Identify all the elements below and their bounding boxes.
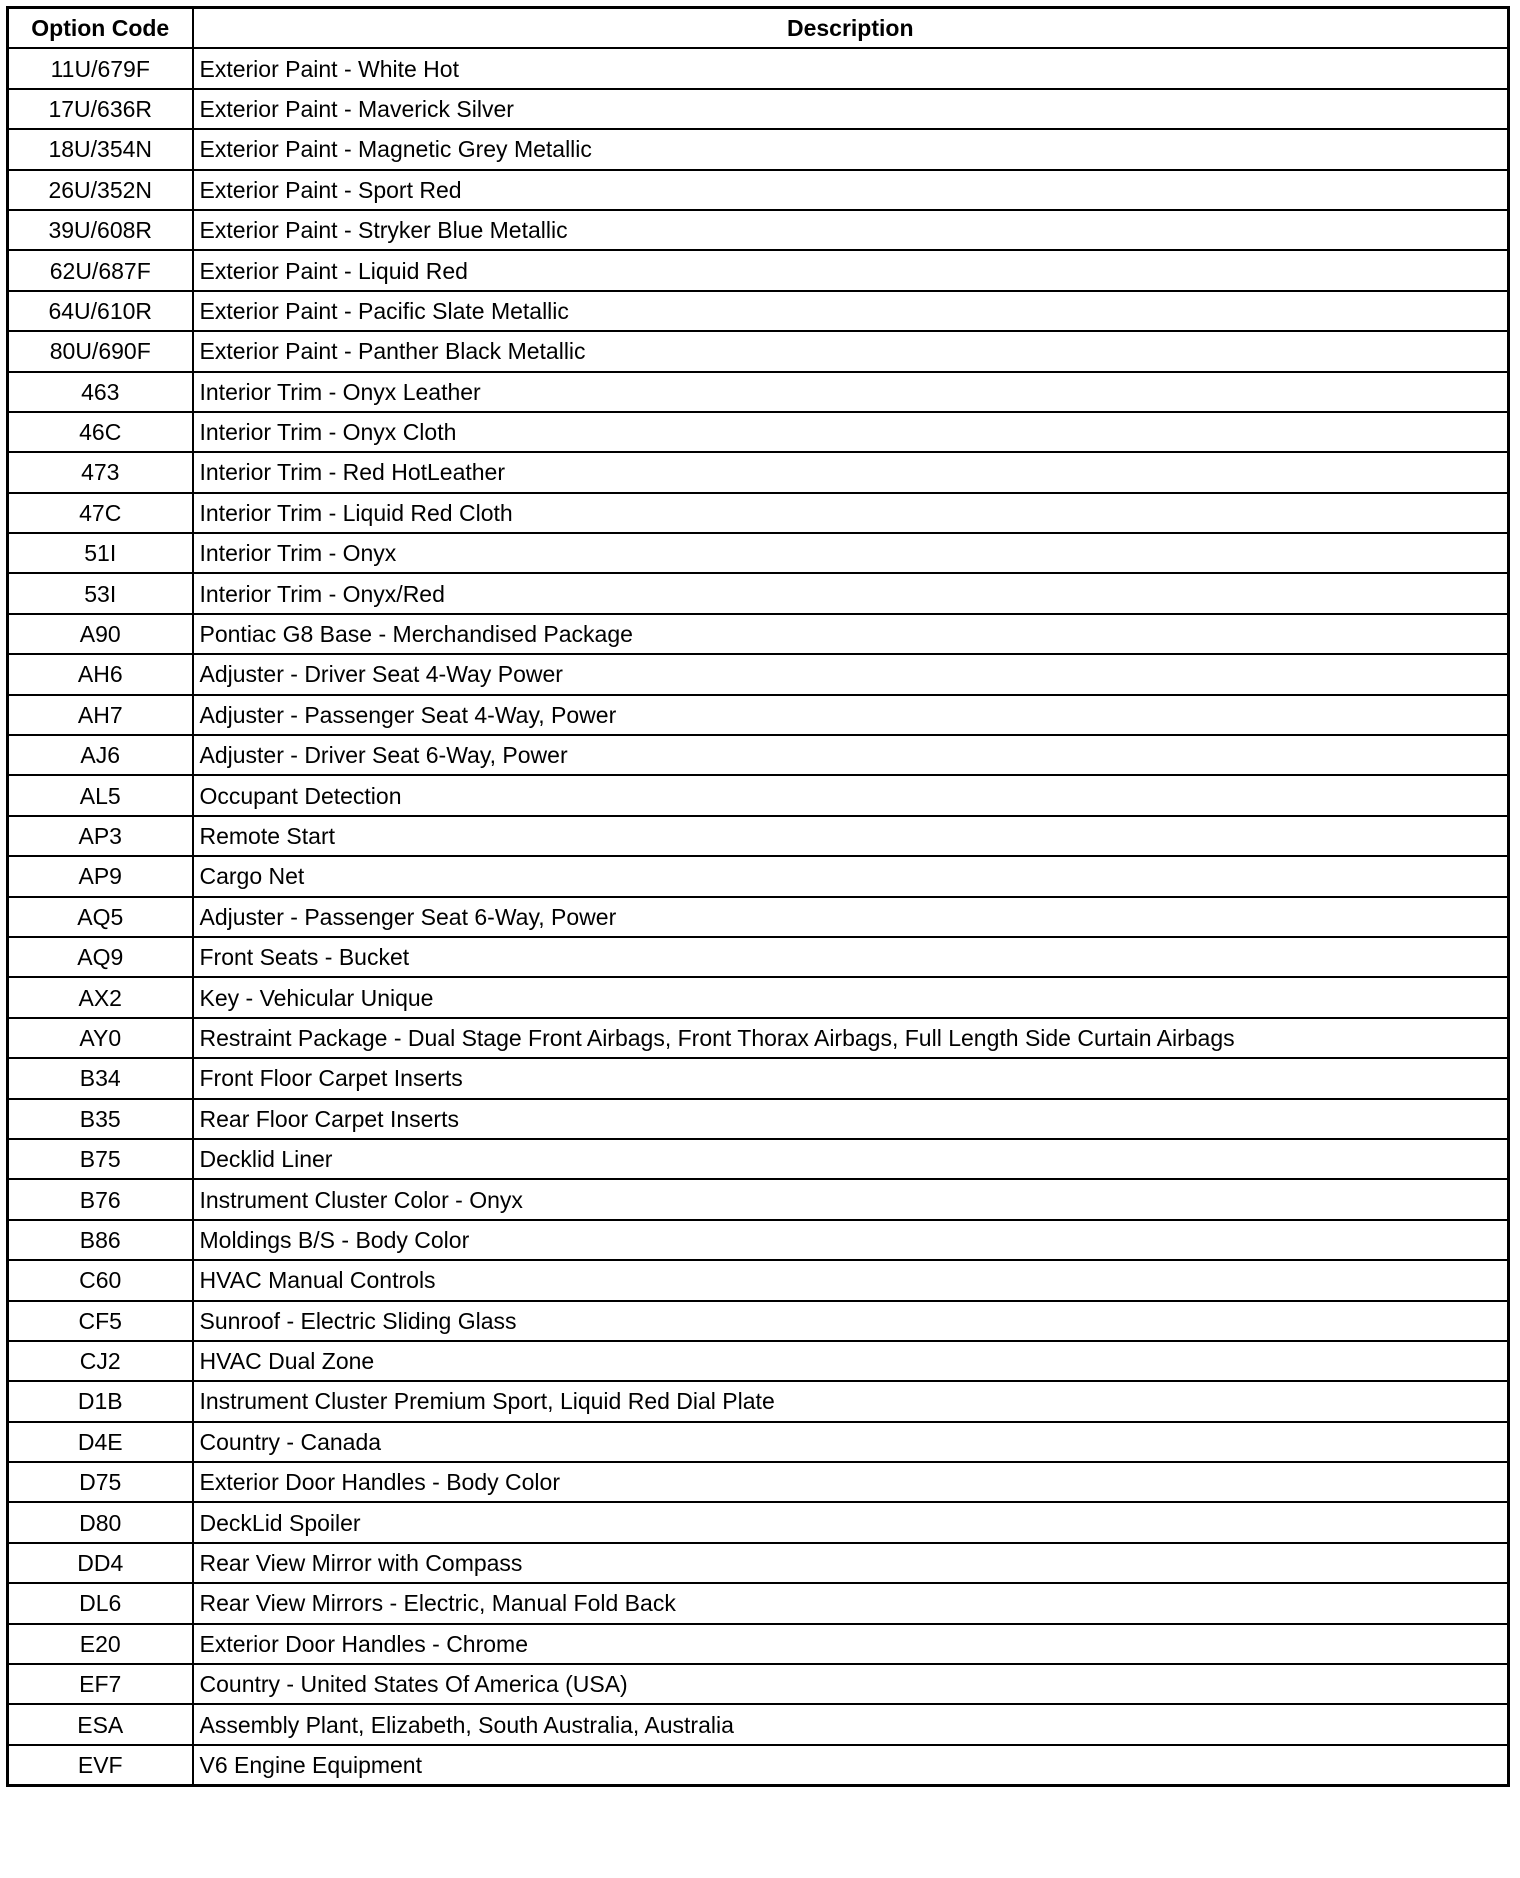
table-row (8, 937, 1509, 977)
table-row (8, 1179, 1509, 1219)
description-cell: Decklid Liner (193, 1139, 1509, 1179)
description-cell: Exterior Paint - Magnetic Grey Metallic (193, 129, 1509, 169)
option-code-cell: 11U/679F (8, 48, 193, 88)
description-cell: Instrument Cluster Premium Sport, Liquid Red Dial Plate (193, 1381, 1509, 1421)
table-row (8, 48, 1509, 88)
description-cell: Occupant Detection (193, 775, 1509, 815)
option-code-cell: 64U/610R (8, 291, 193, 331)
description-cell: Rear Floor Carpet Inserts (193, 1099, 1509, 1139)
option-code-cell: AP3 (8, 816, 193, 856)
option-code-cell: 46C (8, 412, 193, 452)
table-row (8, 1301, 1509, 1341)
option-code-cell: 17U/636R (8, 89, 193, 129)
table-row (8, 695, 1509, 735)
table-row (8, 1502, 1509, 1542)
table-row (8, 1139, 1509, 1179)
option-code-cell: DD4 (8, 1543, 193, 1583)
option-code-cell: A90 (8, 614, 193, 654)
description-cell: Exterior Door Handles - Body Color (193, 1462, 1509, 1502)
option-code-cell: AL5 (8, 775, 193, 815)
header-row (8, 8, 1509, 49)
option-code-cell: 39U/608R (8, 210, 193, 250)
option-code-cell: 62U/687F (8, 250, 193, 290)
option-code-cell: AQ9 (8, 937, 193, 977)
description-cell: Interior Trim - Onyx/Red (193, 573, 1509, 613)
table-row (8, 1018, 1509, 1058)
table-row (8, 735, 1509, 775)
option-code-cell: AY0 (8, 1018, 193, 1058)
option-code-cell: CF5 (8, 1301, 193, 1341)
table-row (8, 1422, 1509, 1462)
description-cell: Interior Trim - Onyx Leather (193, 372, 1509, 412)
table-row (8, 1260, 1509, 1300)
description-cell: HVAC Dual Zone (193, 1341, 1509, 1381)
description-cell: Adjuster - Passenger Seat 6-Way, Power (193, 897, 1509, 937)
table-row (8, 1058, 1509, 1098)
option-code-cell: 51I (8, 533, 193, 573)
description-cell: Country - United States Of America (USA) (193, 1664, 1509, 1704)
table-row (8, 856, 1509, 896)
table-row (8, 452, 1509, 492)
table-row (8, 1543, 1509, 1583)
description-cell: DeckLid Spoiler (193, 1502, 1509, 1542)
option-code-cell: E20 (8, 1624, 193, 1664)
option-code-cell: ESA (8, 1704, 193, 1744)
option-code-cell: B76 (8, 1179, 193, 1219)
description-cell: Adjuster - Driver Seat 4-Way Power (193, 654, 1509, 694)
table-row (8, 897, 1509, 937)
table-row (8, 1220, 1509, 1260)
option-code-cell: 463 (8, 372, 193, 412)
description-cell: Exterior Paint - Stryker Blue Metallic (193, 210, 1509, 250)
table-row (8, 977, 1509, 1017)
option-code-cell: D80 (8, 1502, 193, 1542)
option-code-cell: D75 (8, 1462, 193, 1502)
option-code-cell: EF7 (8, 1664, 193, 1704)
description-cell: Exterior Paint - White Hot (193, 48, 1509, 88)
description-cell: V6 Engine Equipment (193, 1745, 1509, 1786)
description-cell: Interior Trim - Onyx Cloth (193, 412, 1509, 452)
option-code-cell: B35 (8, 1099, 193, 1139)
table-row (8, 1583, 1509, 1623)
option-code-cell: 18U/354N (8, 129, 193, 169)
description-cell: Exterior Paint - Liquid Red (193, 250, 1509, 290)
description-cell: Adjuster - Driver Seat 6-Way, Power (193, 735, 1509, 775)
table-row (8, 816, 1509, 856)
option-code-cell: AQ5 (8, 897, 193, 937)
description-cell: Assembly Plant, Elizabeth, South Australia, Australia (193, 1704, 1509, 1744)
description-cell: Exterior Paint - Pacific Slate Metallic (193, 291, 1509, 331)
table-row (8, 129, 1509, 169)
option-code-cell: 53I (8, 573, 193, 613)
description-cell: Exterior Paint - Panther Black Metallic (193, 331, 1509, 371)
option-code-cell: B75 (8, 1139, 193, 1179)
description-cell: Interior Trim - Onyx (193, 533, 1509, 573)
description-cell: Exterior Door Handles - Chrome (193, 1624, 1509, 1664)
table-row (8, 775, 1509, 815)
table-row (8, 331, 1509, 371)
description-cell: Exterior Paint - Sport Red (193, 170, 1509, 210)
option-code-cell: AH7 (8, 695, 193, 735)
option-code-cell: AP9 (8, 856, 193, 896)
table-row (8, 170, 1509, 210)
option-code-cell: C60 (8, 1260, 193, 1300)
option-code-cell: 473 (8, 452, 193, 492)
option-code-table (6, 6, 1510, 1787)
table-row (8, 412, 1509, 452)
description-cell: Moldings B/S - Body Color (193, 1220, 1509, 1260)
description-cell: Key - Vehicular Unique (193, 977, 1509, 1017)
option-code-cell: DL6 (8, 1583, 193, 1623)
header-option-code: Option Code (8, 8, 193, 49)
description-cell: Sunroof - Electric Sliding Glass (193, 1301, 1509, 1341)
table-row (8, 1745, 1509, 1786)
table-row (8, 1462, 1509, 1502)
table-row (8, 1381, 1509, 1421)
table-row (8, 1341, 1509, 1381)
description-cell: Front Seats - Bucket (193, 937, 1509, 977)
table-row (8, 291, 1509, 331)
table-row (8, 1664, 1509, 1704)
description-cell: Restraint Package - Dual Stage Front Airbags, Front Thorax Airbags, Full Length Side Curtain Airbags (193, 1018, 1509, 1058)
table-row (8, 654, 1509, 694)
description-cell: Pontiac G8 Base - Merchandised Package (193, 614, 1509, 654)
option-code-cell: AJ6 (8, 735, 193, 775)
table-row (8, 614, 1509, 654)
table-row (8, 210, 1509, 250)
option-code-cell: 26U/352N (8, 170, 193, 210)
table-row (8, 533, 1509, 573)
option-code-cell: CJ2 (8, 1341, 193, 1381)
description-cell: Cargo Net (193, 856, 1509, 896)
option-code-cell: EVF (8, 1745, 193, 1786)
option-code-cell: AH6 (8, 654, 193, 694)
option-code-cell: D4E (8, 1422, 193, 1462)
table-row (8, 1704, 1509, 1744)
table-row (8, 1624, 1509, 1664)
description-cell: Exterior Paint - Maverick Silver (193, 89, 1509, 129)
description-cell: Instrument Cluster Color - Onyx (193, 1179, 1509, 1219)
option-code-cell: B34 (8, 1058, 193, 1098)
header-description: Description (193, 8, 1509, 49)
description-cell: HVAC Manual Controls (193, 1260, 1509, 1300)
description-cell: Interior Trim - Red HotLeather (193, 452, 1509, 492)
option-code-cell: 80U/690F (8, 331, 193, 371)
description-cell: Rear View Mirror with Compass (193, 1543, 1509, 1583)
description-cell: Remote Start (193, 816, 1509, 856)
table-row (8, 1099, 1509, 1139)
option-code-cell: 47C (8, 493, 193, 533)
option-code-cell: B86 (8, 1220, 193, 1260)
table-row (8, 573, 1509, 613)
description-cell: Front Floor Carpet Inserts (193, 1058, 1509, 1098)
table-row (8, 493, 1509, 533)
table-row (8, 250, 1509, 290)
description-cell: Adjuster - Passenger Seat 4-Way, Power (193, 695, 1509, 735)
description-cell: Country - Canada (193, 1422, 1509, 1462)
table-row (8, 372, 1509, 412)
option-code-cell: D1B (8, 1381, 193, 1421)
description-cell: Rear View Mirrors - Electric, Manual Fold Back (193, 1583, 1509, 1623)
description-cell: Interior Trim - Liquid Red Cloth (193, 493, 1509, 533)
option-code-cell: AX2 (8, 977, 193, 1017)
table-row (8, 89, 1509, 129)
